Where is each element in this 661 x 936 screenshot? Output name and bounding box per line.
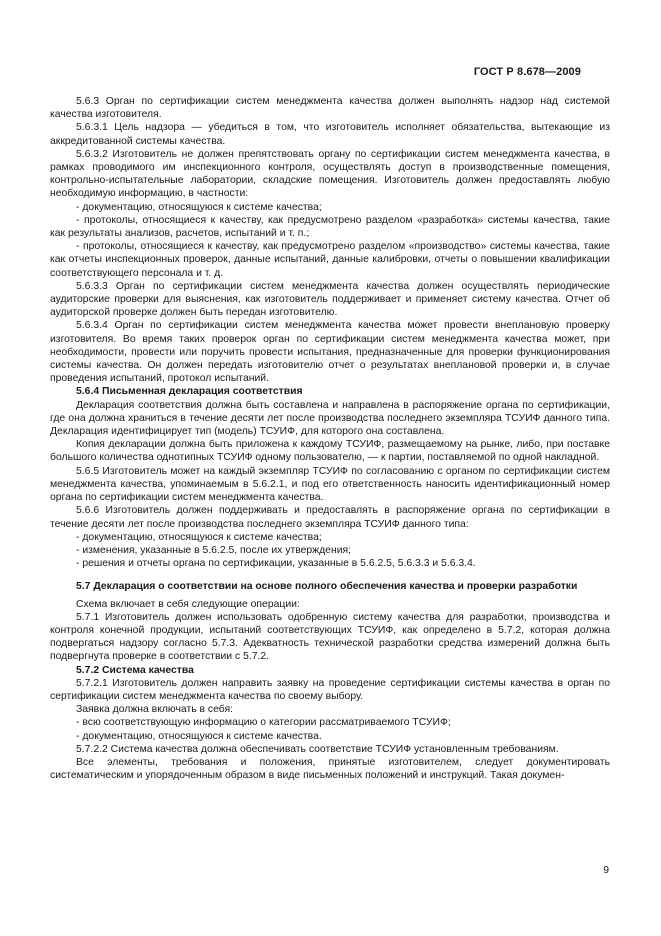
paragraph: Копия декларации должна быть приложена к каждому ТСУИФ, размещаемому на рынке, либо, при поставке большого количества однотипных ТСУИФ одному пользователю, — к партии, поставляемой по одной накладной. [50,439,610,464]
paragraph: Все элементы, требования и положения, принятые изготовителем, следует документировать систематическим и упорядоченным образом в виде письменных положений и инструкций. Такая докумен- [50,756,610,782]
paragraph: 5.6.3.1 Цель надзора — убедиться в том, что изготовитель исполняет обязательства, вытекающие из аккредитованной системы качества. [50,122,610,147]
paragraph: 5.6.5 Изготовитель может на каждый экземпляр ТСУИФ по согласованию с органом по сертификации систем менеджмента качества, упоминаемым в 5.6.2.1, и под его ответственность наносить идентификационный номер органа по сертификации систем менеджмента качества. [50,465,610,504]
list-item: - протоколы, относящиеся к качеству, как предусмотрено разделом «разработка» системы качества, такие как результаты анализов, расчетов, испытаний и т. п.; [50,214,610,240]
list-item: - документацию, относящуюся к системе качества; [76,201,322,213]
paragraph: 5.7.2.2 Система качества должна обеспечивать соответствие ТСУИФ установленным требованиям. [76,743,559,755]
subsection-heading: 5.7.2 Система качества [76,664,194,676]
paragraph: Декларация соответствия должна быть составлена и направлена в распоряжение органа по сертификации, где она должна храниться в течение десяти лет после производства последнего экземпляра ТСУИФ данного типа. Декларация идентифицирует тип (модель) ТСУИФ, для которого она составлена. [50,399,610,438]
list-item: - решения и отчеты органа по сертификации, указанные в 5.6.2.5, 5.6.3.3 и 5.6.3.4. [76,558,476,570]
paragraph: 5.6.3.4 Орган по сертификации систем менеджмента качества может провести внеплановую проверку изготовителя. Во время таких проверок орган по сертификации систем менеджмента качества может, при необходимости, провести или поручить провести испытания, предназначенные для проверки функционирования системы качества. Он должен передать изготовителю отчет о результатах внеплановой проверки и, в случае проведения испытаний, протокол испытаний. [50,320,610,385]
subsection-heading: 5.6.4 Письменная декларация соответствия [76,386,303,398]
document-body [50,95,610,782]
section-heading: 5.7 Декларация о соответствии на основе полного обеспечения качества и проверки разработки [76,581,578,593]
page-number: 9 [603,865,609,876]
paragraph: 5.6.3 Орган по сертификации систем менеджмента качества должен выполнять надзор над системой качества изготовителя. [50,96,610,121]
document-header-code: ГОСТ Р 8.678—2009 [473,66,581,78]
list-item: - изменения, указанные в 5.6.2.5, после их утверждения; [76,544,352,556]
paragraph: Схема включает в себя следующие операции: [76,598,300,610]
list-item: - всю соответствующую информацию о категории рассматриваемого ТСУИФ; [76,717,451,729]
paragraph: 5.7.2.1 Изготовитель должен направить заявку на проведение сертификации системы качества в орган по сертификации систем менеджмента качества по своему выбору. [50,677,610,702]
list-item: - протоколы, относящиеся к качеству, как предусмотрено разделом «производство» системы качества, такие как отчеты инспекционных проверок, данные испытаний, данные калибровки, отчеты о повышении квалификации соответствующего персонала и т. д. [50,241,610,279]
list-item: - документацию, относящуюся к системе качества. [76,730,322,742]
paragraph: 5.6.6 Изготовитель должен поддерживать и предоставлять в распоряжение органа по сертификации в течение десяти лет после производства последнего экземпляра ТСУИФ данного типа: [50,505,610,530]
paragraph: 5.7.1 Изготовитель должен использовать одобренную систему качества для разработки, производства и контроля конечной продукции, испытаний соответствующих ТСУИФ, как определено в 5.7.2, которая должна подвергаться надзору согласно 5.7.3. Адекватность технической разработки средства измерений должна быть подвергнута проверке в соответствии с 5.7.2. [50,611,610,663]
paragraph: 5.6.3.3 Орган по сертификации систем менеджмента качества должен осуществлять периодические аудиторские проверки для выяснения, как изготовитель поддерживает и применяет систему качества. Отчет об аудиторской проверке должен быть передан изготовителю. [50,280,610,319]
paragraph: Заявка должна включать в себя: [76,704,234,716]
list-item: - документацию, относящуюся к системе качества; [76,531,322,543]
paragraph: 5.6.3.2 Изготовитель не должен препятствовать органу по сертификации систем менеджмента качества, в рамках проводимого им инспекционного контроля, осуществлять доступ в производственные помещения, контрольно-испытательные лаборатории, складские помещения. Изготовитель должен предоставлять любую необходимую информацию, в частности: [50,148,610,200]
